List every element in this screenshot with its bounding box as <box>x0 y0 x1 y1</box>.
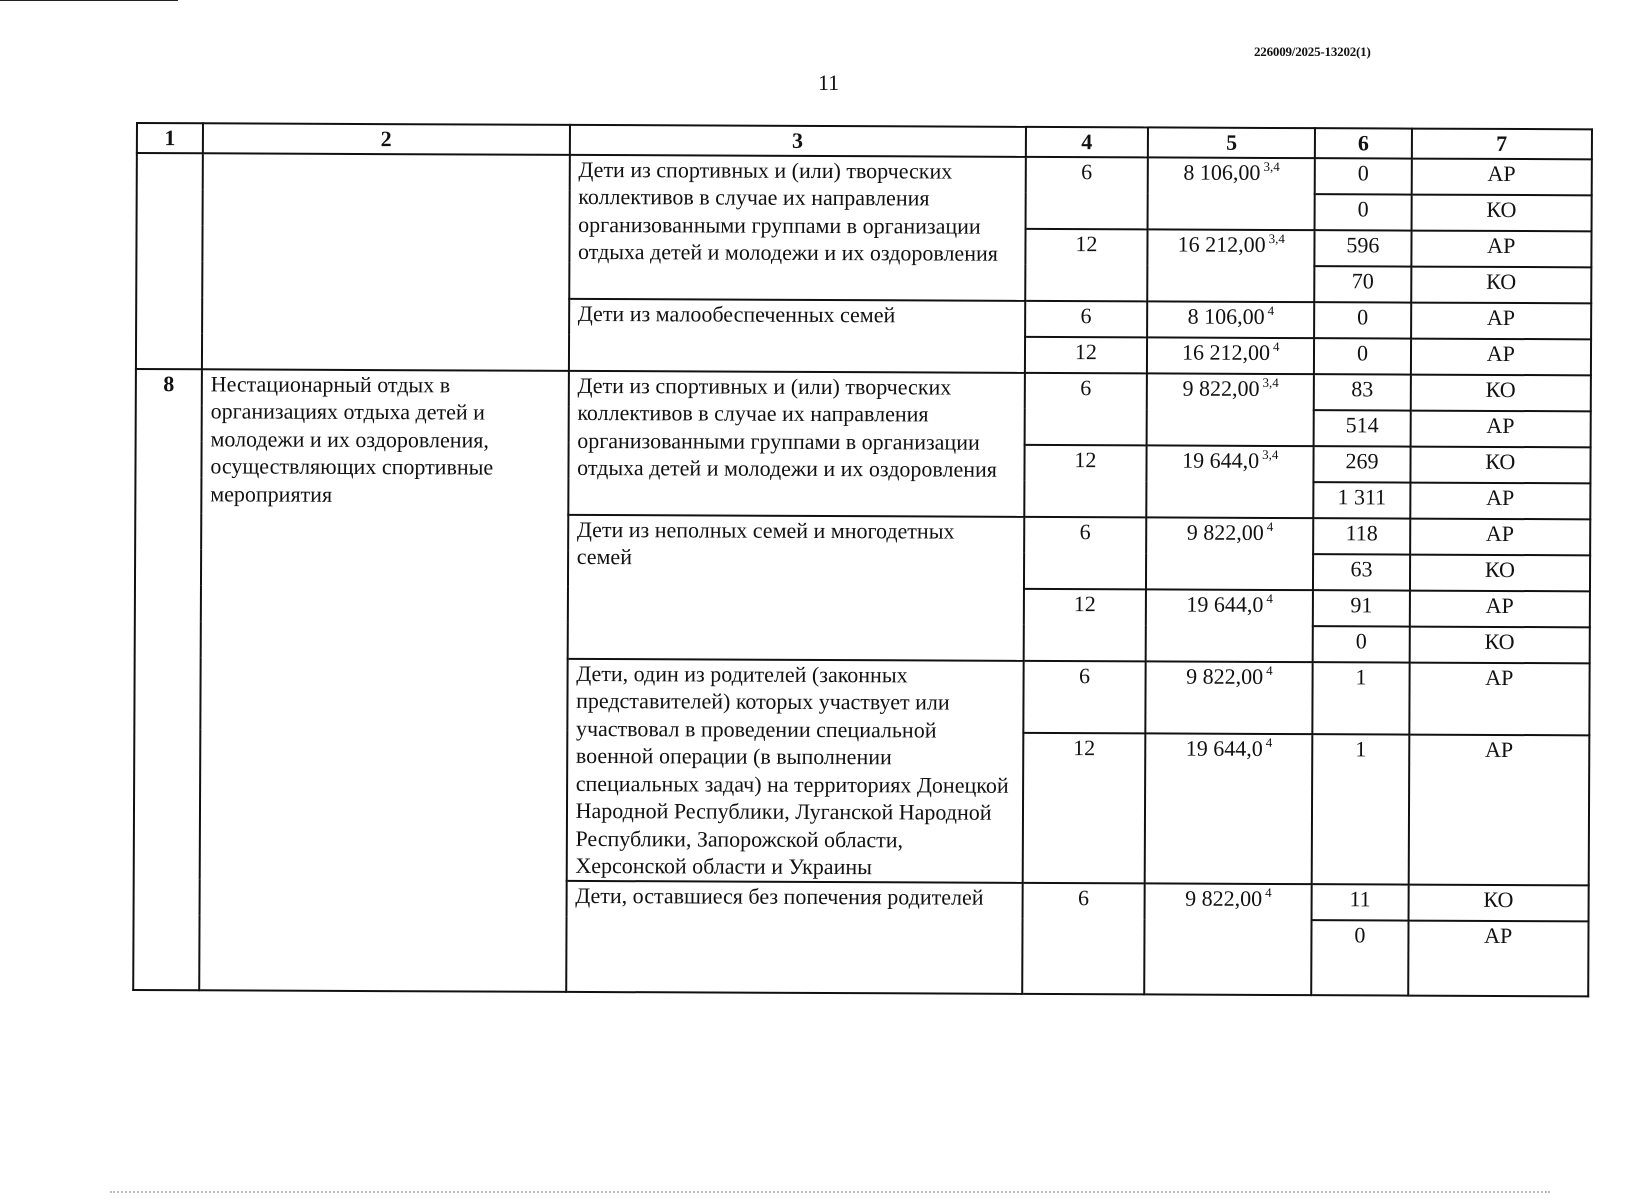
category-cell <box>202 153 570 371</box>
column-header: 7 <box>1411 129 1592 159</box>
amount-cell: 19 644,0 $^{3,4}$ <box>1146 445 1313 518</box>
footnote-ref: 3,4 <box>1263 158 1280 174</box>
footnote-ref: 4 <box>1267 302 1275 318</box>
days-cell: 6 <box>1025 156 1148 229</box>
code-cell: АР <box>1409 590 1590 627</box>
column-header: 6 <box>1315 128 1411 158</box>
column-header: 2 <box>203 123 570 154</box>
code-cell: АР <box>1409 662 1590 735</box>
table-row <box>136 369 1591 411</box>
group-description: Дети, оставшиеся без попечения родителей <box>566 880 1022 993</box>
amount-cell: 9 822,00 $^4$ <box>1144 883 1312 995</box>
amount-cell: 16 212,00 $^4$ <box>1147 337 1314 374</box>
count-cell: 514 <box>1314 410 1410 446</box>
count-cell: 0 <box>1314 302 1410 338</box>
amount-cell: 19 644,0 $^4$ <box>1146 589 1313 662</box>
count-cell: 0 <box>1315 194 1411 230</box>
code-cell: КО <box>1410 374 1591 411</box>
count-cell: 83 <box>1314 374 1410 410</box>
footnote-ref: 4 <box>1266 518 1274 534</box>
group-description: Дети из спортивных и (или) творческих коллективов в случае их направления организованными группами в организации отдыха детей и молодежи и их оздоровления <box>568 370 1025 516</box>
item-index: 8 <box>133 369 202 990</box>
count-cell: 1 <box>1313 662 1410 734</box>
code-cell: АР <box>1408 734 1589 885</box>
code-cell: АР <box>1411 302 1592 339</box>
column-header: 3 <box>570 125 1026 156</box>
code-cell: КО <box>1410 446 1591 483</box>
count-cell: 91 <box>1313 590 1409 626</box>
scan-noise-line <box>110 1191 1550 1193</box>
scan-edge-mark <box>0 0 178 1</box>
code-cell: КО <box>1411 266 1592 303</box>
count-cell: 11 <box>1312 884 1408 920</box>
days-cell: 12 <box>1022 732 1145 883</box>
document-number: 226009/2025-13202(1) <box>1254 44 1371 59</box>
code-cell: АР <box>1410 482 1591 519</box>
days-cell: 6 <box>1024 516 1147 589</box>
count-cell: 1 311 <box>1314 482 1410 518</box>
code-cell: КО <box>1409 626 1590 663</box>
table-row <box>137 153 1592 195</box>
count-cell: 70 <box>1315 266 1411 302</box>
code-cell: КО <box>1410 554 1591 591</box>
days-cell: 6 <box>1025 300 1148 337</box>
column-header: 1 <box>137 123 203 153</box>
amount-cell: 8 106,00 $^4$ <box>1147 301 1314 338</box>
group-description: Дети, один из родителей (законных представителей) которых участвует или участвовал в проведении специальной военной операции (в выполнении специальных задач) на территориях Донецкой Народной Республики, Луганской Народной Республики, Запорожской области, Херсонской области и Украины <box>566 658 1023 882</box>
count-cell: 0 <box>1313 626 1409 662</box>
footnote-ref: 3,4 <box>1268 230 1285 246</box>
group-description: Дети из малообеспеченных семей <box>569 298 1025 372</box>
amount-cell: 19 644,0 $^4$ <box>1145 733 1313 884</box>
amount-cell: 8 106,00 $^{3,4}$ <box>1148 157 1315 230</box>
days-cell: 12 <box>1025 228 1148 301</box>
count-cell: 63 <box>1313 554 1409 590</box>
index-cell <box>136 153 203 369</box>
footnote-ref: 4 <box>1273 338 1280 354</box>
group-description: Дети из спортивных и (или) творческих коллективов в случае их направления организованными группами в организации отдыха детей и молодежи и их оздоровления <box>569 154 1026 300</box>
amount-cell: 16 212,00 $^{3,4}$ <box>1147 229 1314 302</box>
column-header: 4 <box>1025 127 1148 157</box>
amount-cell: 9 822,00 $^{3,4}$ <box>1147 373 1314 446</box>
data-table <box>132 122 1593 997</box>
count-cell: 1 <box>1312 734 1409 884</box>
count-cell: 0 <box>1312 920 1409 995</box>
code-cell: АР <box>1410 410 1591 447</box>
group-description: Дети из неполных семей и многодетных семей <box>567 514 1024 660</box>
page-number: 11 <box>818 70 840 95</box>
code-cell: КО <box>1411 194 1592 231</box>
amount-cell: 9 822,00 $^4$ <box>1146 517 1313 590</box>
days-cell: 6 <box>1024 372 1147 445</box>
code-cell: АР <box>1408 920 1589 996</box>
count-cell: 596 <box>1315 230 1411 266</box>
amount-cell: 9 822,00 $^4$ <box>1146 661 1313 734</box>
count-cell: 0 <box>1315 158 1411 194</box>
code-cell: КО <box>1408 884 1589 921</box>
code-cell: АР <box>1411 230 1592 267</box>
footnote-ref: 4 <box>1265 884 1272 900</box>
days-cell: 6 <box>1022 882 1145 994</box>
footnote-ref: 3,4 <box>1262 374 1279 390</box>
days-cell: 6 <box>1023 660 1146 733</box>
days-cell: 12 <box>1025 336 1148 373</box>
column-header: 5 <box>1148 127 1315 157</box>
code-cell: АР <box>1411 338 1592 375</box>
count-cell: 0 <box>1314 338 1410 374</box>
count-cell: 269 <box>1314 446 1410 482</box>
category-title: Нестационарный отдых в организациях отдыха детей и молодежи и их оздоровления, осуществляющих спортивные мероприятия <box>199 369 568 992</box>
count-cell: 118 <box>1313 518 1409 554</box>
footnote-ref: 4 <box>1265 734 1273 750</box>
footnote-ref: 4 <box>1266 590 1273 606</box>
days-cell: 12 <box>1024 444 1147 517</box>
footnote-ref: 3,4 <box>1262 446 1279 462</box>
code-cell: АР <box>1411 158 1592 195</box>
code-cell: АР <box>1410 518 1591 555</box>
footnote-ref: 4 <box>1266 662 1273 678</box>
days-cell: 12 <box>1023 588 1146 661</box>
